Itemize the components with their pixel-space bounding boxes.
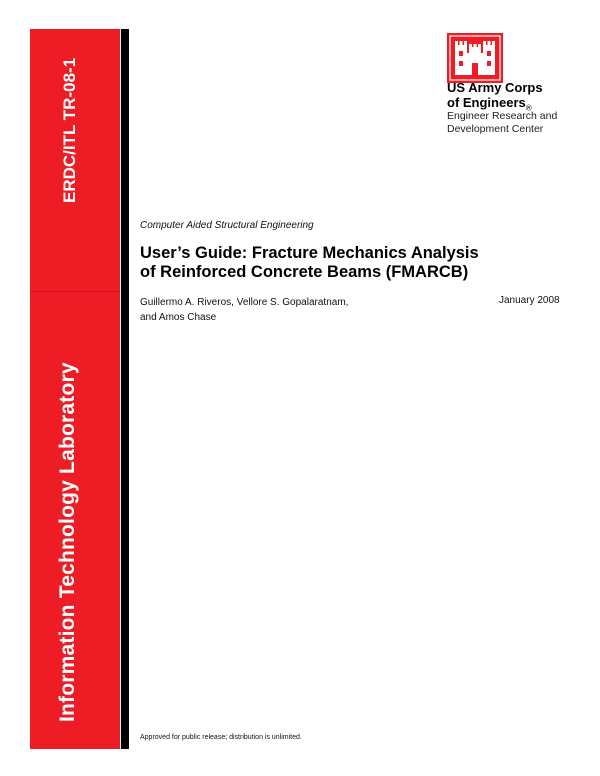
- organization-subtitle: [447, 110, 597, 135]
- laboratory-name: Information Technology Laboratory: [56, 362, 79, 722]
- registered-mark: ®: [525, 103, 532, 113]
- organization-sub-line1: Engineer Research and: [447, 110, 558, 122]
- report-authors: [140, 295, 400, 325]
- castle-icon: [447, 33, 503, 83]
- report-title-line2: of Reinforced Concrete Beams (FMARCB): [140, 263, 469, 281]
- authors-line1: Guillermo A. Riveros, Vellore S. Gopalaratnam,: [140, 297, 349, 308]
- report-series: Computer Aided Structural Engineering: [140, 220, 314, 231]
- organization-name-line2: of Engineers: [447, 95, 526, 110]
- organization-name-line1: US Army Corps: [447, 80, 543, 95]
- sidebar-black-rule: [121, 29, 129, 749]
- report-number: ERDC/ITL TR-08-1: [60, 57, 79, 203]
- release-statement: Approved for public release; distribution is unlimited.: [140, 734, 302, 741]
- organization-sub-line2: Development Center: [447, 122, 544, 135]
- sidebar-divider: [30, 291, 120, 292]
- report-title-line1: User’s Guide: Fracture Mechanics Analysis: [140, 244, 479, 262]
- report-title: [140, 244, 580, 282]
- report-date: January 2008: [499, 295, 560, 306]
- authors-line2: and Amos Chase: [140, 312, 217, 323]
